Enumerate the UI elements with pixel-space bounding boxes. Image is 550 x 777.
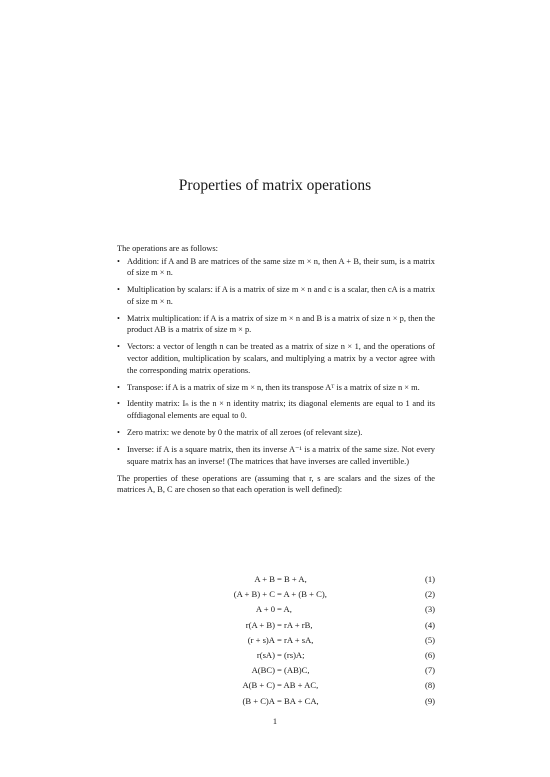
equation-row <box>117 665 435 680</box>
equation-row <box>117 680 435 695</box>
equation-rhs: = (AB)C, <box>277 665 310 676</box>
bullet-icon: • <box>117 382 120 392</box>
list-item <box>117 398 435 421</box>
properties-intro: The properties of these operations are (assuming that r, s are scalars and the sizes of the matrices A, B, C are chosen so that each operation is well defined): <box>117 473 435 495</box>
equation-rhs: = B + A, <box>277 574 307 584</box>
list-item-text: Inverse: if A is a square matrix, then its inverse A⁻¹ is a matrix of the same size. Not every square matrix has an inverse! (The matrices that have inverses are called invertible.) <box>127 445 435 466</box>
list-item-text: Multiplication by scalars: if A is a matrix of size m × n and c is a scalar, then cA is a matrix of size m × n. <box>127 285 435 306</box>
page-title: Properties of matrix operations <box>178 177 372 194</box>
bullet-icon: • <box>117 399 120 409</box>
list-item <box>117 313 435 336</box>
bullet-icon: • <box>117 342 120 352</box>
list-item <box>117 256 435 279</box>
equation-rhs: = BA + CA, <box>277 695 319 706</box>
equation-rhs: = rA + sA, <box>277 634 314 645</box>
equation-lhs: A(B + C) <box>242 680 275 691</box>
equation-number: (2) <box>424 589 435 600</box>
equation-row <box>117 650 435 665</box>
equation-lhs: (A + B) + C <box>233 589 275 600</box>
list-item-text: Zero matrix: we denote by 0 the matrix of all zeroes (of relevant size). <box>127 428 363 438</box>
equation-number: (3) <box>424 604 435 615</box>
list-item <box>117 382 435 394</box>
equation-rhs: = AB + AC, <box>277 680 319 691</box>
equation-number: (1) <box>424 574 435 584</box>
equation-lhs: A + B <box>254 574 275 584</box>
equation-lhs: (B + C)A <box>242 695 275 706</box>
bullet-icon: • <box>117 445 120 455</box>
list-item-text: Matrix multiplication: if A is a matrix of size m × n and B is a matrix of size n × p, then the product AB is a matrix of size m × p. <box>127 313 435 335</box>
main-content <box>117 243 435 498</box>
bullet-icon: • <box>117 285 120 295</box>
equation-lhs: A + 0 <box>255 604 275 615</box>
list-item-text: Identity matrix: Iₙ is the n × n identity matrix; its diagonal elements are equal to 1 and its offdiagonal elements are equal to 0. <box>127 399 435 421</box>
equation-rhs: = A + (B + C), <box>277 589 327 600</box>
bullet-icon: • <box>117 313 120 323</box>
list-item-text: Vectors: a vector of length n can be treated as a matrix of size n × 1, and the operations of vector addition, multiplication by scalars, and multiplying a matrix by a vector agree with the corresponding matrix operations. <box>127 342 435 375</box>
list-item <box>117 284 435 307</box>
equation-row <box>117 696 435 711</box>
bullet-icon: • <box>117 256 120 266</box>
bullet-icon: • <box>117 428 120 438</box>
equation-number: (9) <box>424 695 435 706</box>
page-number: 1 <box>272 717 278 726</box>
equation-rhs: = A, <box>277 604 292 615</box>
equation-lhs: (r + s)A <box>247 634 275 645</box>
list-item <box>117 427 435 439</box>
list-item <box>117 341 435 376</box>
equation-row <box>117 635 435 650</box>
list-item-text: Addition: if A and B are matrices of the same size m × n, then A + B, their sum, is a matrix of size m × n. <box>127 256 435 278</box>
equation-rhs: = (rs)A; <box>277 649 305 660</box>
equation-row <box>117 589 435 604</box>
equation-row <box>117 574 435 589</box>
equation-number: (7) <box>424 665 435 676</box>
equation-rhs: = rA + rB, <box>277 619 313 630</box>
list-item-text: Transpose: if A is a matrix of size m × n, then its transpose Aᵀ is a matrix of size n × m. <box>127 382 420 392</box>
list-item <box>117 444 435 467</box>
equation-row <box>117 620 435 635</box>
intro-text: The operations are as follows: <box>117 244 218 253</box>
equation-lhs: r(A + B) <box>245 619 275 630</box>
equation-number: (6) <box>424 649 435 660</box>
equation-number: (4) <box>424 619 435 630</box>
equation-lhs: r(sA) <box>256 649 275 660</box>
equation-list <box>117 574 435 711</box>
equation-row <box>117 604 435 619</box>
equation-number: (5) <box>424 634 435 645</box>
operations-list <box>117 256 435 468</box>
equation-number: (8) <box>424 680 435 691</box>
equation-lhs: A(BC) <box>251 665 275 676</box>
